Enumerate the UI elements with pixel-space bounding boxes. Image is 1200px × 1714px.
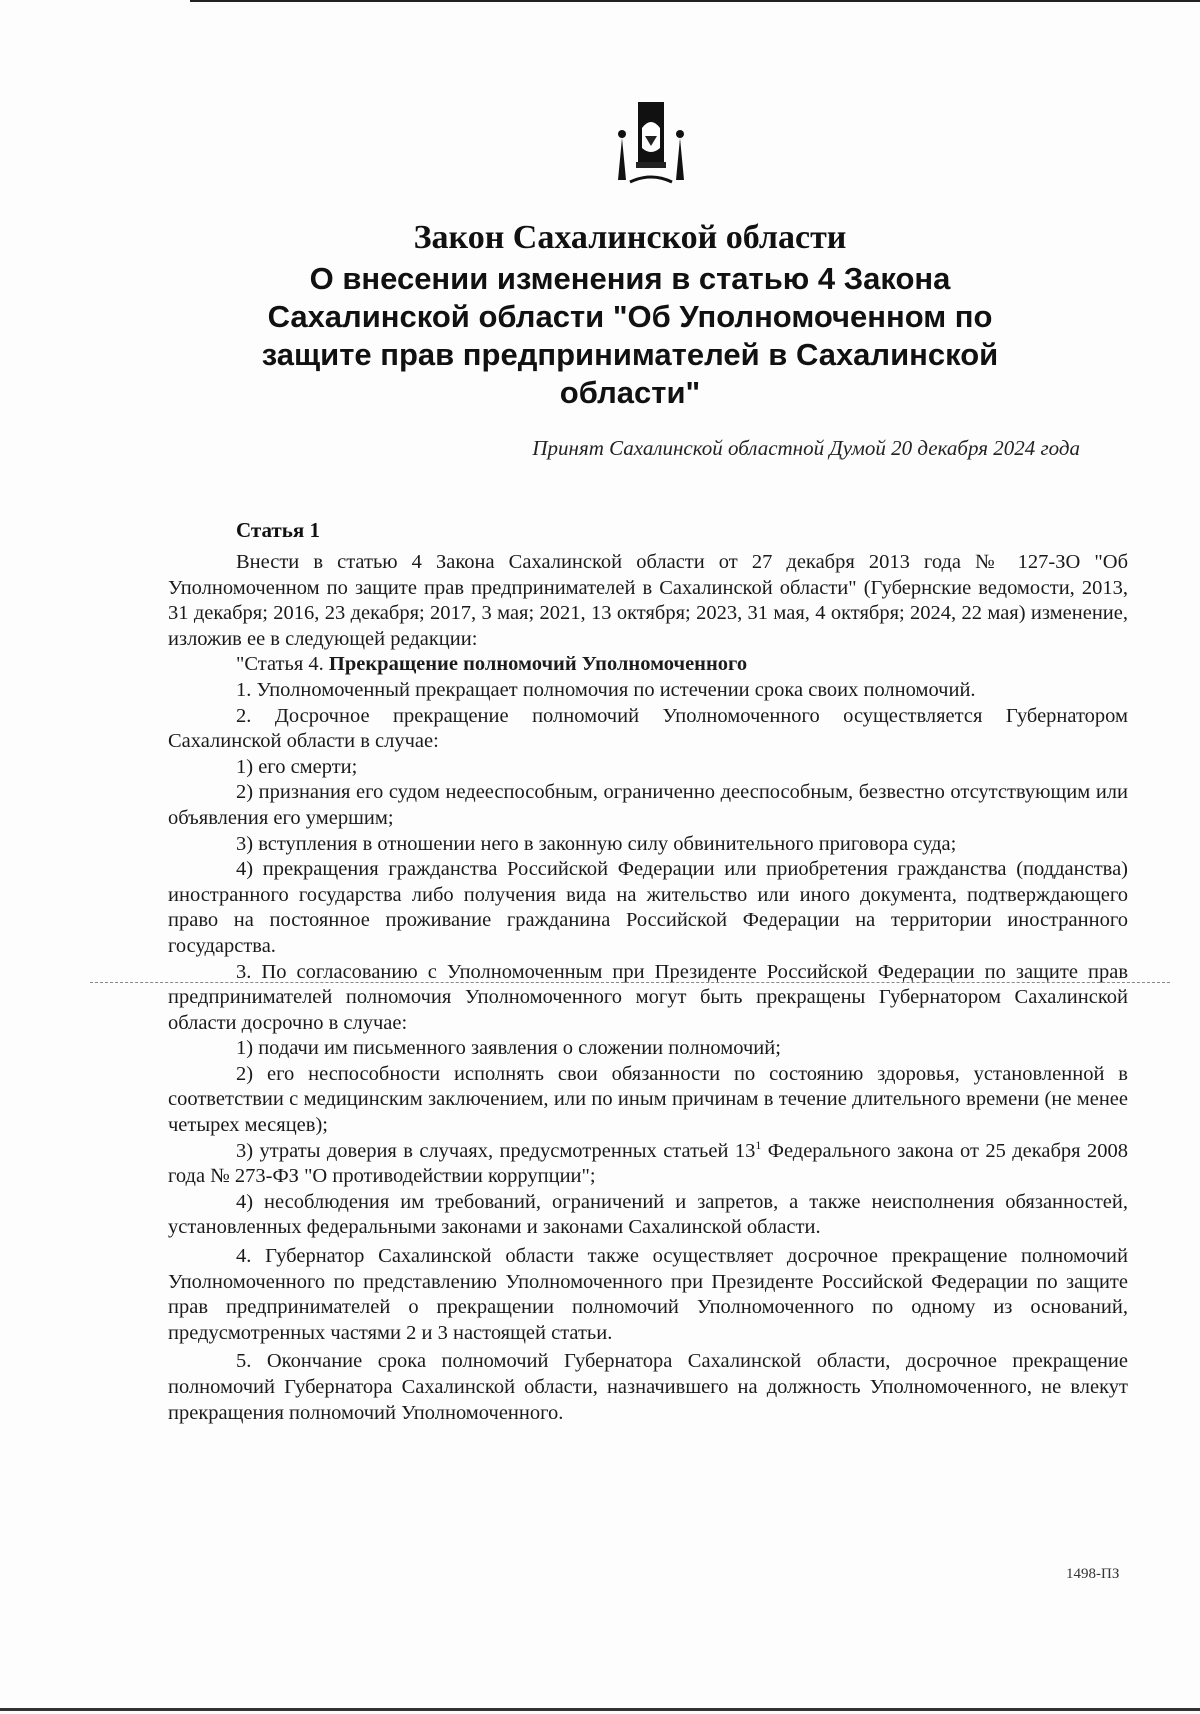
sakhalin-coat-of-arms-emblem: [612, 98, 690, 184]
scan-fold-line: [90, 982, 1170, 983]
paragraph-3-item-4: 4) несоблюдения им требований, ограничений и запретов, а также неисполнения обязанностей, установленных федеральными законами и законами Сахалинской области.: [168, 1190, 1128, 1239]
adoption-note: Принят Сахалинской областной Думой 20 декабря 2024 года: [532, 436, 1080, 460]
paragraph-5: 5. Окончание срока полномочий Губернатора Сахалинской области, досрочное прекращение полномочий Губернатора Сахалинской области, назначившего на должность Уполномоченного, не влекут прекращения полномочий Уполномоченного.: [168, 1350, 1128, 1424]
paragraph-4: 4. Губернатор Сахалинской области также осуществляет досрочное прекращение полномочий Уполномоченного по представлению Уполномоченного при Президенте Российской Федерации по защите прав предпринимателей о прекращении полномочий Уполномоченного по одному из оснований, предусмотренных частями 2 и 3 настоящей статьи.: [168, 1245, 1128, 1344]
paragraph-2-item-2: 2) признания его судом недееспособным, ограниченно дееспособным, безвестно отсутствующим или объявления его умершим;: [168, 781, 1128, 829]
article-intro: Внести в статью 4 Закона Сахалинской области от 27 декабря 2013 года № 127-ЗО "Об Уполномоченном по защите прав предпринимателей в Сахалинской области" (Губернские ведомости, 2013, 31 декабря; 2016, 23 декабря; 2017, 3 мая; 2021, 13 октября; 2023, 31 мая, 4 октября; 2024, 22 мая) изменение, изложив ее в следующей редакции:: [168, 551, 1128, 650]
paragraph-3: 3. По согласованию с Уполномоченным при Президенте Российской Федерации по защите прав предпринимателей полномочия Уполномоченного могут быть прекращены Губернатором Сахалинской области досрочно в случае:: [168, 960, 1128, 1034]
p3-3-superscript: 1: [755, 1137, 762, 1152]
paragraph-2-item-4: 4) прекращения гражданства Российской Федерации или приобретения гражданства (подданства) иностранного государства либо получения вида на жительство или иного документа, подтверждающего право на постоянное проживание гражданина Российской Федерации на территории иностранного государства.: [168, 858, 1128, 957]
scan-edge-bottom: [0, 1708, 1200, 1711]
document-code: 1498-ПЗ: [1066, 1566, 1120, 1582]
article-body: [168, 550, 1128, 1426]
paragraph-1: 1. Уполномоченный прекращает полномочия по истечении срока своих полномочий.: [236, 678, 976, 701]
scan-edge-top: [190, 0, 1200, 2]
p3-3-text-a: 3) утраты доверия в случаях, предусмотренных статьей 13: [236, 1139, 756, 1162]
law-title-subject: О внесении изменения в статью 4 Закона Сахалинской области "Об Уполномоченном по защите прав предпринимателей в Сахалинской области": [261, 261, 999, 410]
article-heading: Статья 1: [236, 518, 320, 542]
paragraph-2: 2. Досрочное прекращение полномочий Уполномоченного осуществляется Губернатором Сахалинской области в случае:: [168, 704, 1128, 753]
law-title: [240, 216, 1020, 412]
paragraph-3-item-3: [168, 1139, 1128, 1190]
quoted-article-heading: [168, 652, 1128, 678]
paragraph-3-item-1: 1) подачи им письменного заявления о сложении полномочий;: [236, 1037, 781, 1060]
law-title-line1: Закон Сахалинской области: [413, 219, 847, 256]
paragraph-3-item-2: 2) его неспособности исполнять свои обязанности по состоянию здоровья, установленной в соответствии с медицинским заключением, или по иным причинам в течение длительного времени (не менее четырех месяцев);: [168, 1062, 1128, 1137]
p3-3-text-b: Федерального закона от 25 декабря 2008 года № 273-ФЗ "О противодействии коррупции";: [168, 1139, 1129, 1188]
paragraph-2-item-1: 1) его смерти;: [236, 755, 358, 778]
paragraph-2-item-3: 3) вступления в отношении него в законную силу обвинительного приговора суда;: [236, 832, 957, 855]
quoted-heading-prefix: "Статья 4.: [236, 653, 329, 676]
quoted-heading-bold: Прекращение полномочий Уполномоченного: [328, 653, 748, 676]
